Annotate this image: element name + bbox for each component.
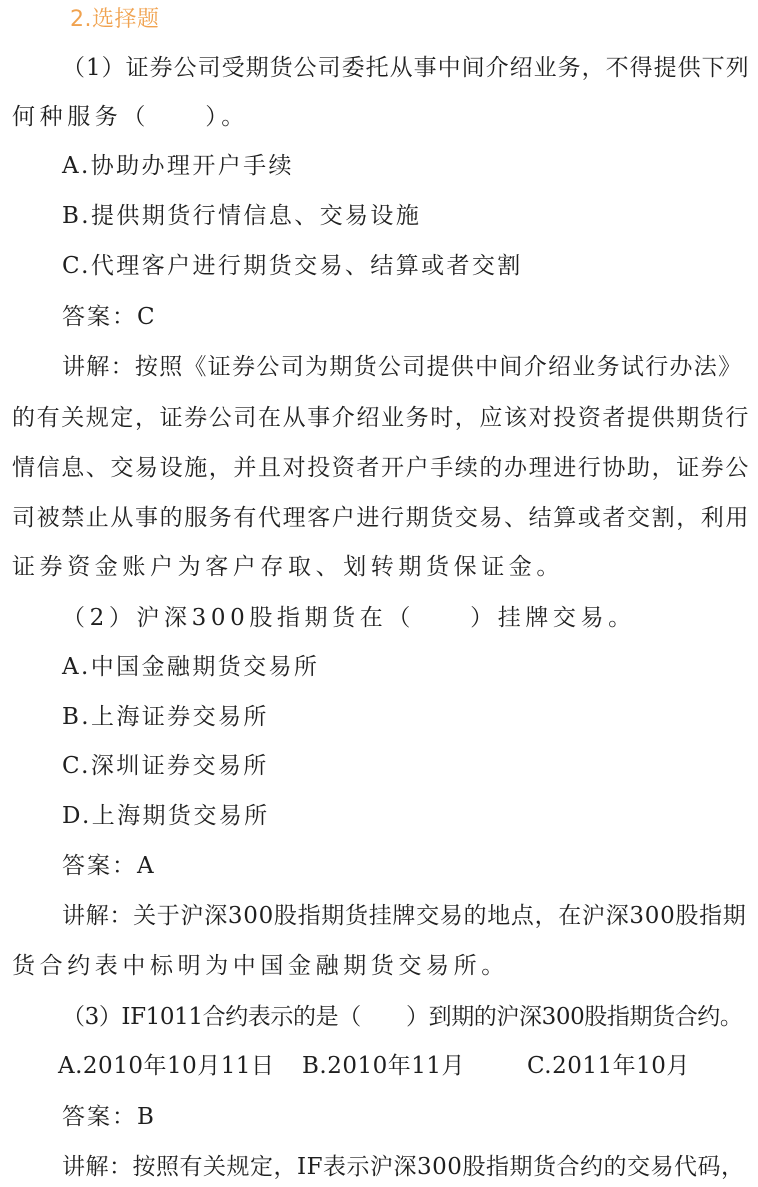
q1-stem-line2: 何种服务（ ）。 bbox=[12, 104, 249, 130]
q2-answer: 答案：A bbox=[62, 853, 156, 879]
q1-answer: 答案：C bbox=[62, 304, 157, 330]
q3-option-b: B.2010年11月 bbox=[302, 1053, 466, 1079]
q1-stem-line1: （1）证券公司受期货公司委托从事中间介绍业务，不得提供下列 bbox=[62, 55, 750, 81]
q3-stem-line1: （3）IF1011合约表示的是（ ）到期的沪深300股指期货合约。 bbox=[62, 1004, 743, 1030]
q2-option-a: A.中国金融期货交易所 bbox=[62, 654, 320, 680]
q1-explanation-line: 的有关规定，证券公司在从事介绍业务时，应该对投资者提供期货行 bbox=[12, 405, 750, 431]
q3-explanation-line: 讲解：按照有关规定，IF表示沪深300股指期货合约的交易代码， bbox=[62, 1154, 745, 1180]
q1-option-c: C.代理客户进行期货交易、结算或者交割 bbox=[62, 253, 523, 279]
q2-option-b: B.上海证券交易所 bbox=[62, 704, 269, 730]
q2-option-d: D.上海期货交易所 bbox=[62, 803, 270, 829]
q3-option-a: A.2010年10月11日 bbox=[58, 1053, 275, 1079]
q1-explanation-line: 司被禁止从事的服务有代理客户进行期货交易、结算或者交割，利用 bbox=[12, 505, 750, 531]
q1-explanation-line: 证券资金账户为客户存取、划转期货保证金。 bbox=[12, 554, 564, 580]
q2-explanation-line: 讲解：关于沪深300股指期货挂牌交易的地点，在沪深300股指期 bbox=[62, 903, 747, 929]
q2-explanation-line: 货合约表中标明为中国金融期货交易所。 bbox=[12, 953, 509, 979]
section-heading: 2.选择题 bbox=[70, 7, 160, 32]
q1-explanation-line: 情信息、交易设施，并且对投资者开户手续的办理进行协助，证券公 bbox=[12, 455, 750, 481]
q2-stem-line1: （2）沪深300股指期货在（ ）挂牌交易。 bbox=[62, 605, 636, 631]
q2-option-c: C.深圳证券交易所 bbox=[62, 753, 269, 779]
q1-explanation-line: 讲解：按照《证券公司为期货公司提供中间介绍业务试行办法》 bbox=[62, 354, 743, 380]
q1-option-a: A.协助办理开户手续 bbox=[62, 153, 294, 179]
q3-answer: 答案：B bbox=[62, 1104, 156, 1130]
q1-option-b: B.提供期货行情信息、交易设施 bbox=[62, 203, 422, 229]
q3-option-c: C.2011年10月 bbox=[527, 1053, 690, 1079]
